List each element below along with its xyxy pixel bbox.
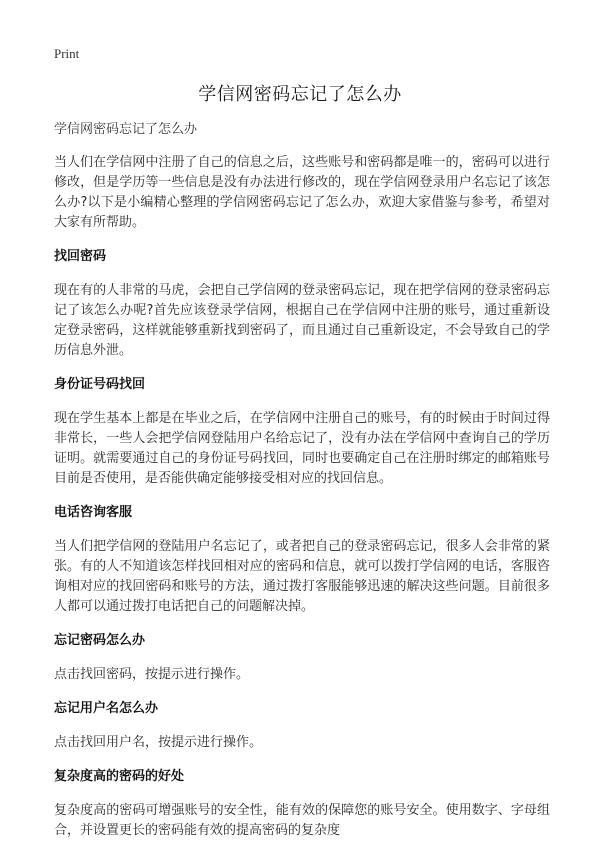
- section-strong-password: [54, 767, 550, 841]
- section-forgot-password: [54, 631, 550, 685]
- section-find-password: [54, 247, 550, 361]
- section-heading: 电话咨询客服: [54, 505, 133, 520]
- article-body: [54, 120, 550, 855]
- section-body: 点击找回密码，按提示进行操作。: [54, 667, 250, 682]
- article-subtitle: 学信网密码忘记了怎么办: [54, 122, 198, 137]
- section-forgot-username: [54, 699, 550, 753]
- section-phone-support: [54, 503, 550, 617]
- section-body: 点击找回用户名，按提示进行操作。: [54, 735, 263, 750]
- page-title: 学信网密码忘记了怎么办: [198, 84, 402, 105]
- section-body: 现在有的人非常的马虎，会把自己学信网的登录密码忘记，现在把学信网的登录密码忘记了该怎么办呢?首先应该登录学信网，根据自己在学信网中注册的账号，通过重新设定登录密码，这样就能够重新找到密码了，而且通过自己重新设定，不会导致自己的学历信息外泄。: [54, 283, 550, 358]
- section-heading: 复杂度高的密码的好处: [54, 769, 185, 784]
- print-link[interactable]: Print: [54, 46, 80, 61]
- section-heading: 忘记密码怎么办: [54, 633, 146, 648]
- section-body: 现在学生基本上都是在毕业之后，在学信网中注册自己的账号，有的时候由于时间过得非常长，一些人会把学信网登陆用户名给忘记了，没有办法在学信网中查询自己的学历证明。就需要通过自己的身份证号码找回，同时也要确定自己在注册时绑定的邮箱账号目前是否使用，是否能供确定能够接受相对应的找回信息。: [54, 411, 550, 486]
- section-heading: 找回密码: [54, 249, 107, 264]
- section-heading: 忘记用户名怎么办: [54, 701, 159, 716]
- intro-paragraph: 当人们在学信网中注册了自己的信息之后，这些账号和密码都是唯一的，密码可以进行修改，但是学历等一些信息是没有办法进行修改的，现在学信网登录用户名忘记了该怎么办?以下是小编精心整理的学信网密码忘记了怎么办，欢迎大家借鉴与参考，希望对大家有所帮助。: [54, 155, 550, 230]
- section-body: 复杂度高的密码可增强账号的安全性，能有效的保障您的账号安全。使用数字、字母组合，并设置更长的密码能有效的提高密码的复杂度: [54, 803, 550, 838]
- section-heading: 身份证号码找回: [54, 377, 146, 392]
- section-id-number-recovery: [54, 375, 550, 489]
- section-body: 当人们把学信网的登陆用户名忘记了，或者把自己的登录密码忘记，很多人会非常的紧张。有的人不知道该怎样找回相对应的密码和信息，就可以拨打学信网的电话，客服咨询相对应的找回密码和账号的方法，通过拨打客服能够迅速的解决这些问题。目前很多人都可以通过拨打电话把自己的问题解决掉。: [54, 539, 550, 614]
